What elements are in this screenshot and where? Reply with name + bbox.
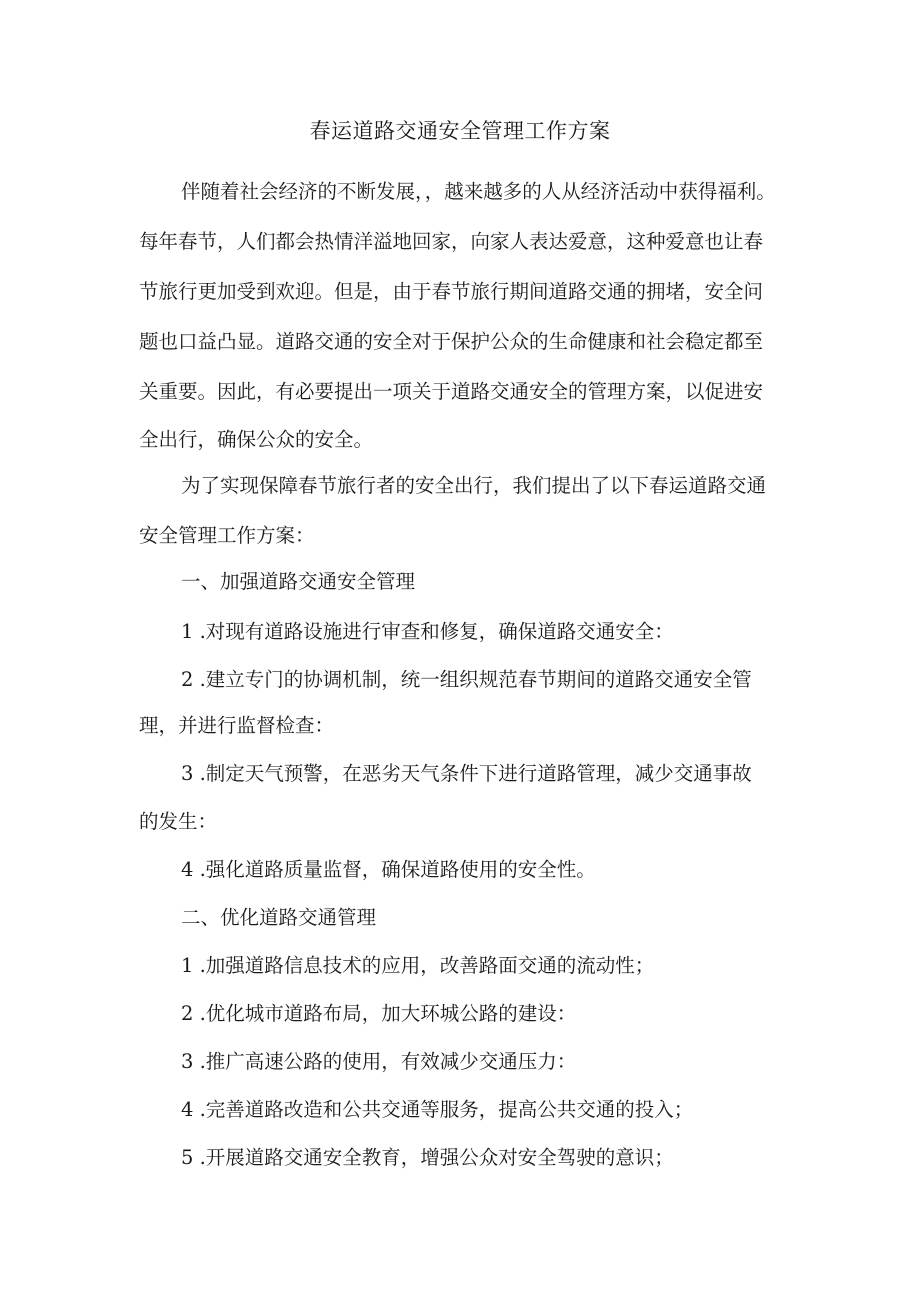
document-title: 春运道路交通安全管理工作方案 bbox=[309, 119, 611, 143]
list-item: 4 .强化道路质量监督，确保道路使用的安全性。 bbox=[181, 858, 596, 881]
list-item: 3 .推广高速公路的使用，有效减少交通压力： bbox=[181, 1050, 577, 1073]
intro-line: 题也口益凸显。道路交通的安全对于保护公众的生命健康和社会稳定都至 bbox=[139, 330, 764, 353]
list-item: 3 .制定天气预警，在恶劣天气条件下进行道路管理，减少交通事故 bbox=[181, 762, 752, 785]
list-item: 5 .开展道路交通安全教育，增强公众对安全驾驶的意识； bbox=[181, 1146, 674, 1169]
lead-line: 为了实现保障春节旅行者的安全出行，我们提出了以下春运道路交通 bbox=[181, 474, 767, 497]
list-item: 1 .加强道路信息技术的应用，改善路面交通的流动性； bbox=[181, 954, 655, 977]
list-item: 1 .对现有道路设施进行审查和修复，确保道路交通安全： bbox=[181, 620, 674, 643]
intro-line: 每年春节，人们都会热情洋溢地回家，向家人表达爱意，这种爱意也让春 bbox=[139, 230, 764, 253]
intro-line: 节旅行更加受到欢迎。但是，由于春节旅行期间道路交通的拥堵，安全问 bbox=[139, 280, 764, 303]
list-item: 2 .建立专门的协调机制，统一组织规范春节期间的道路交通安全管 bbox=[181, 668, 752, 691]
section-heading: 一、加强道路交通安全管理 bbox=[181, 570, 416, 593]
intro-line: 全出行，确保公众的安全。 bbox=[139, 428, 374, 451]
list-item: 2 .优化城市道路布局，加大环城公路的建设： bbox=[181, 1002, 577, 1025]
list-item: 的发生： bbox=[139, 810, 218, 833]
list-item: 理，并进行监督检查： bbox=[139, 714, 335, 737]
section-heading: 二、优化道路交通管理 bbox=[181, 906, 377, 929]
intro-line: 伴随着社会经济的不断发展，，越来越多的人从经济活动中获得福利。 bbox=[181, 180, 776, 203]
list-item: 4 .完善道路改造和公共交通等服务，提高公共交通的投入； bbox=[181, 1098, 694, 1121]
intro-line: 关重要。因此，有必要提出一项关于道路交通安全的管理方案，以促进安 bbox=[139, 380, 764, 403]
lead-line: 安全管理工作方案： bbox=[139, 524, 315, 547]
